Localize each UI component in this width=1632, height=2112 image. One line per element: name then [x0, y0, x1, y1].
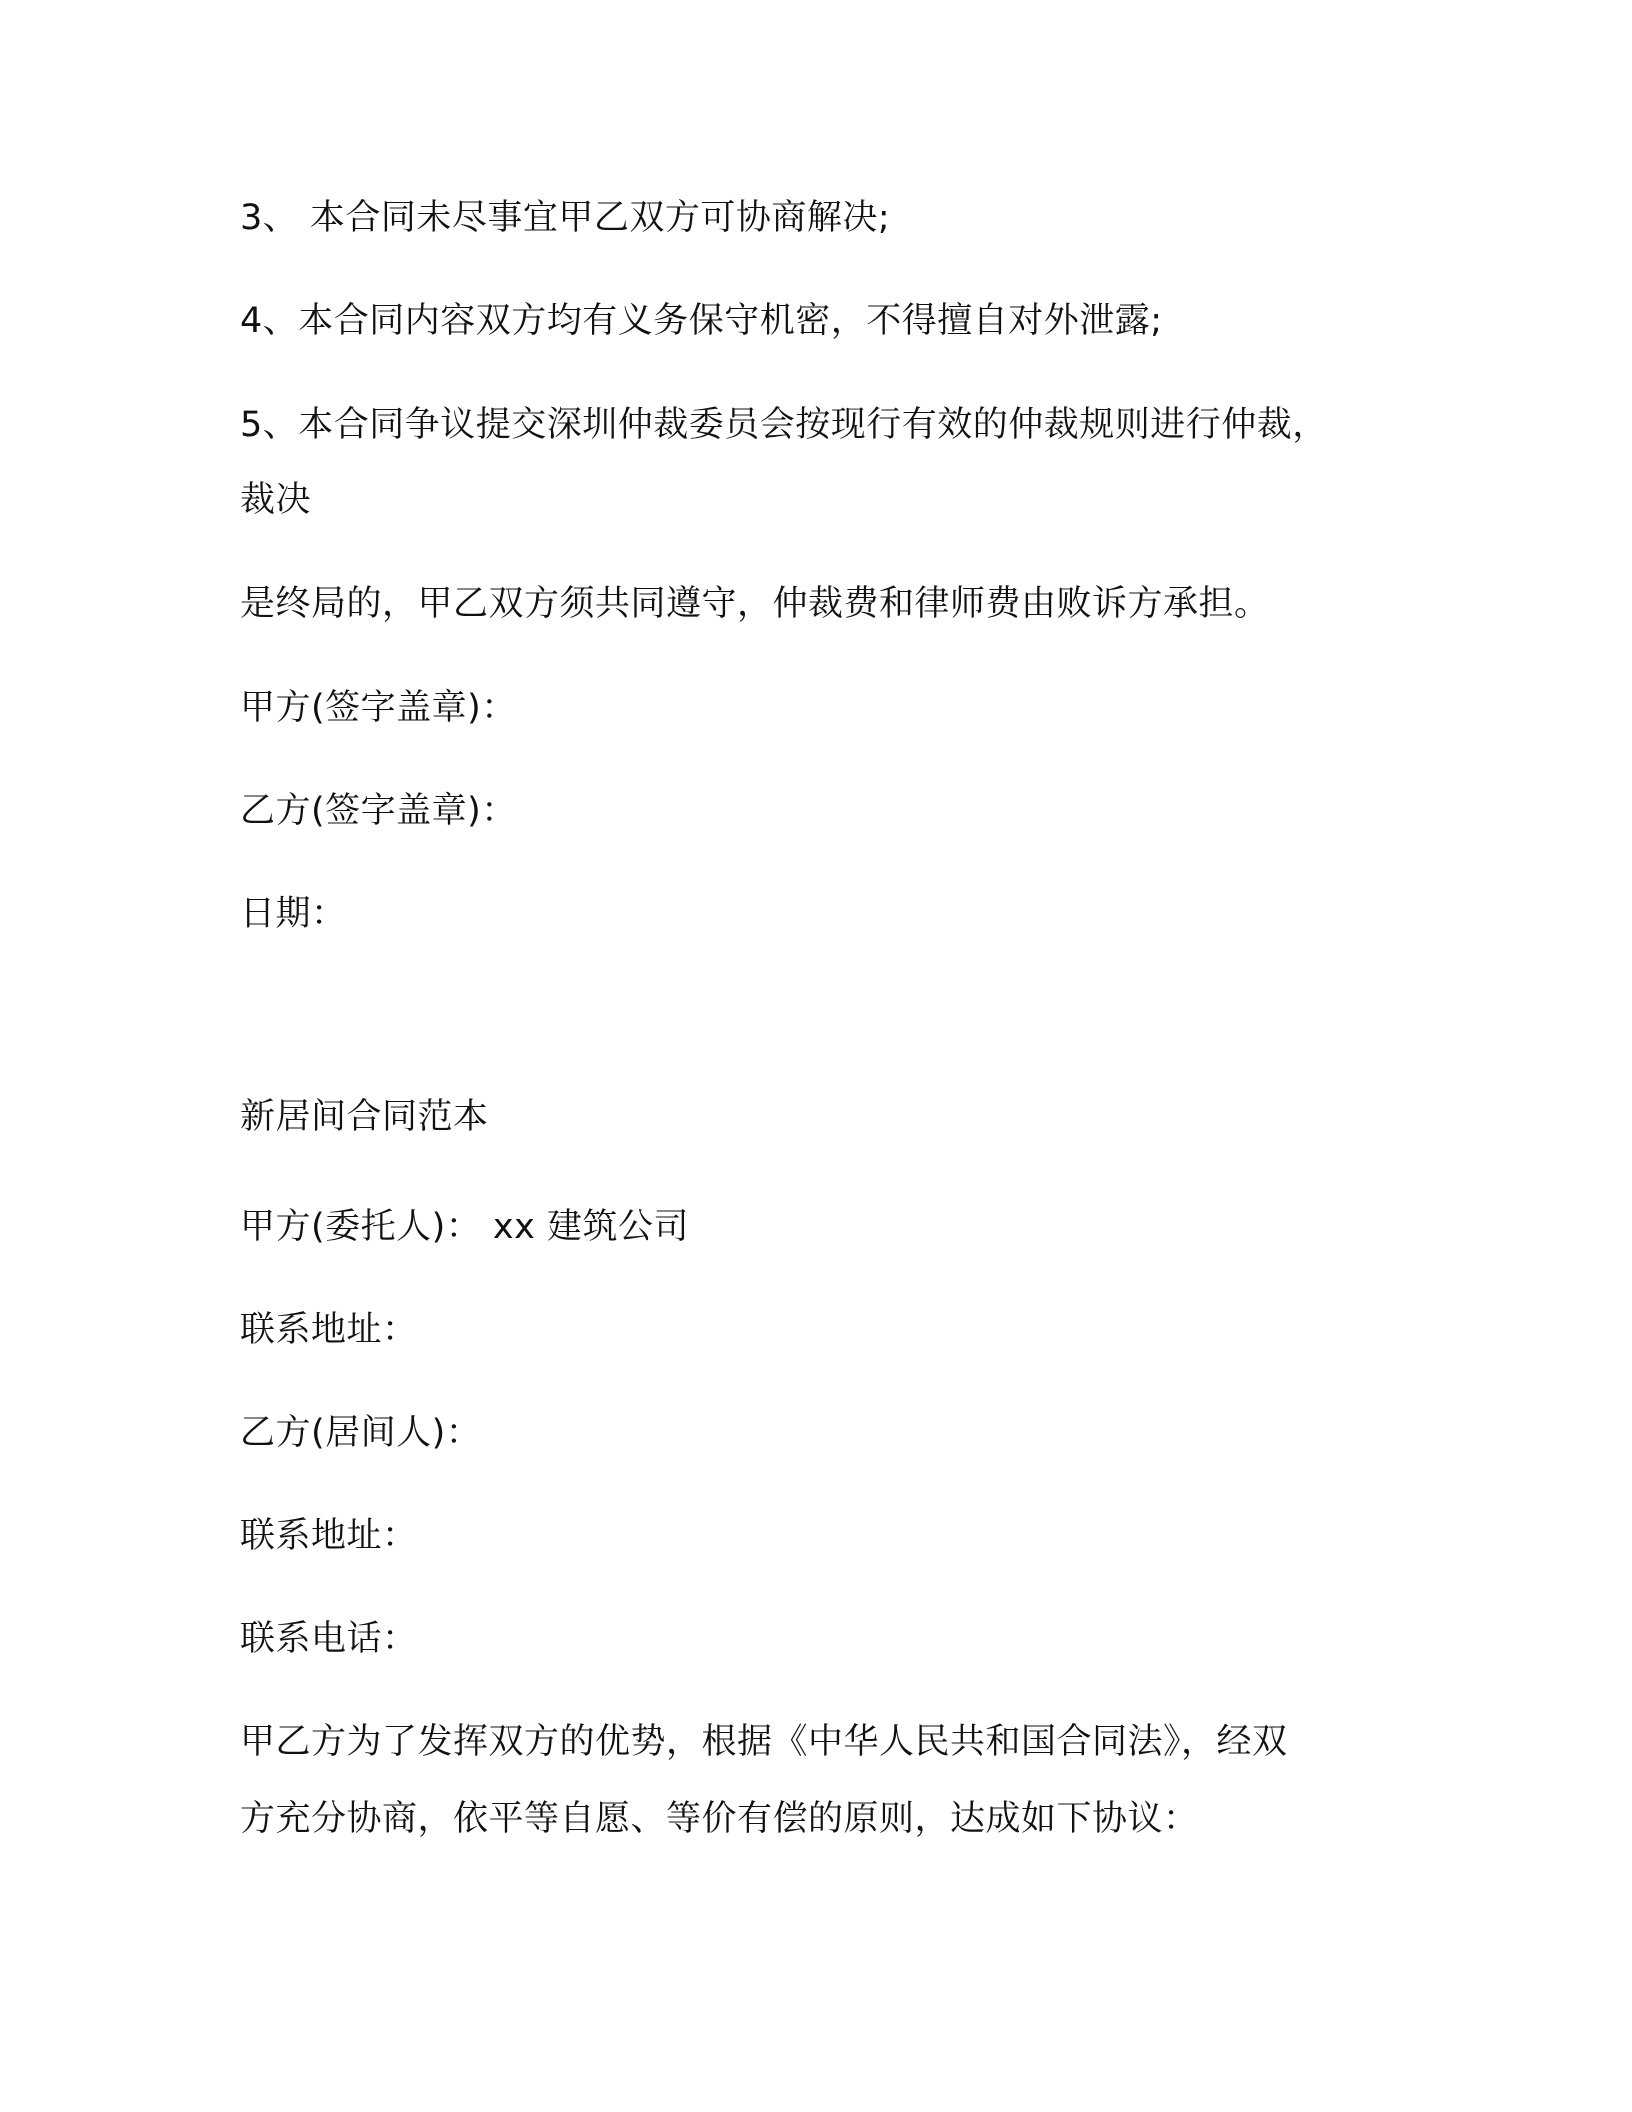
- party-a-address: 联系地址：: [240, 1310, 418, 1350]
- clause-5-final: 是终局的，甲乙双方须共同遵守，仲裁费和律师费由败诉方承担。: [240, 584, 1270, 624]
- clause-5-continued: 裁决: [240, 480, 312, 520]
- clause-3: 3、 本合同未尽事宜甲乙双方可协商解决;: [240, 198, 891, 238]
- preamble-line-1: 甲乙方为了发挥双方的优势，根据《中华人民共和国合同法》，经双: [240, 1722, 1288, 1762]
- party-b-signature: 乙方(签字盖章)：: [240, 791, 517, 831]
- preamble-line-2: 方充分协商，依平等自愿、等价有偿的原则，达成如下协议：: [240, 1799, 1199, 1839]
- party-a-signature: 甲方(签字盖章)：: [240, 688, 517, 728]
- party-b-address: 联系地址：: [240, 1516, 418, 1556]
- clause-4: 4、本合同内容双方均有义务保守机密，不得擅自对外泄露;: [240, 301, 1163, 341]
- party-a-client: 甲方(委托人)： xx 建筑公司: [240, 1207, 689, 1247]
- party-b-phone: 联系电话：: [240, 1619, 418, 1659]
- date-field: 日期：: [240, 894, 347, 934]
- party-b-intermediary: 乙方(居间人)：: [240, 1413, 482, 1453]
- document-title: 新居间合同范本: [240, 1097, 489, 1137]
- clause-5: 5、本合同争议提交深圳仲裁委员会按现行有效的仲裁规则进行仲裁，: [240, 405, 1328, 445]
